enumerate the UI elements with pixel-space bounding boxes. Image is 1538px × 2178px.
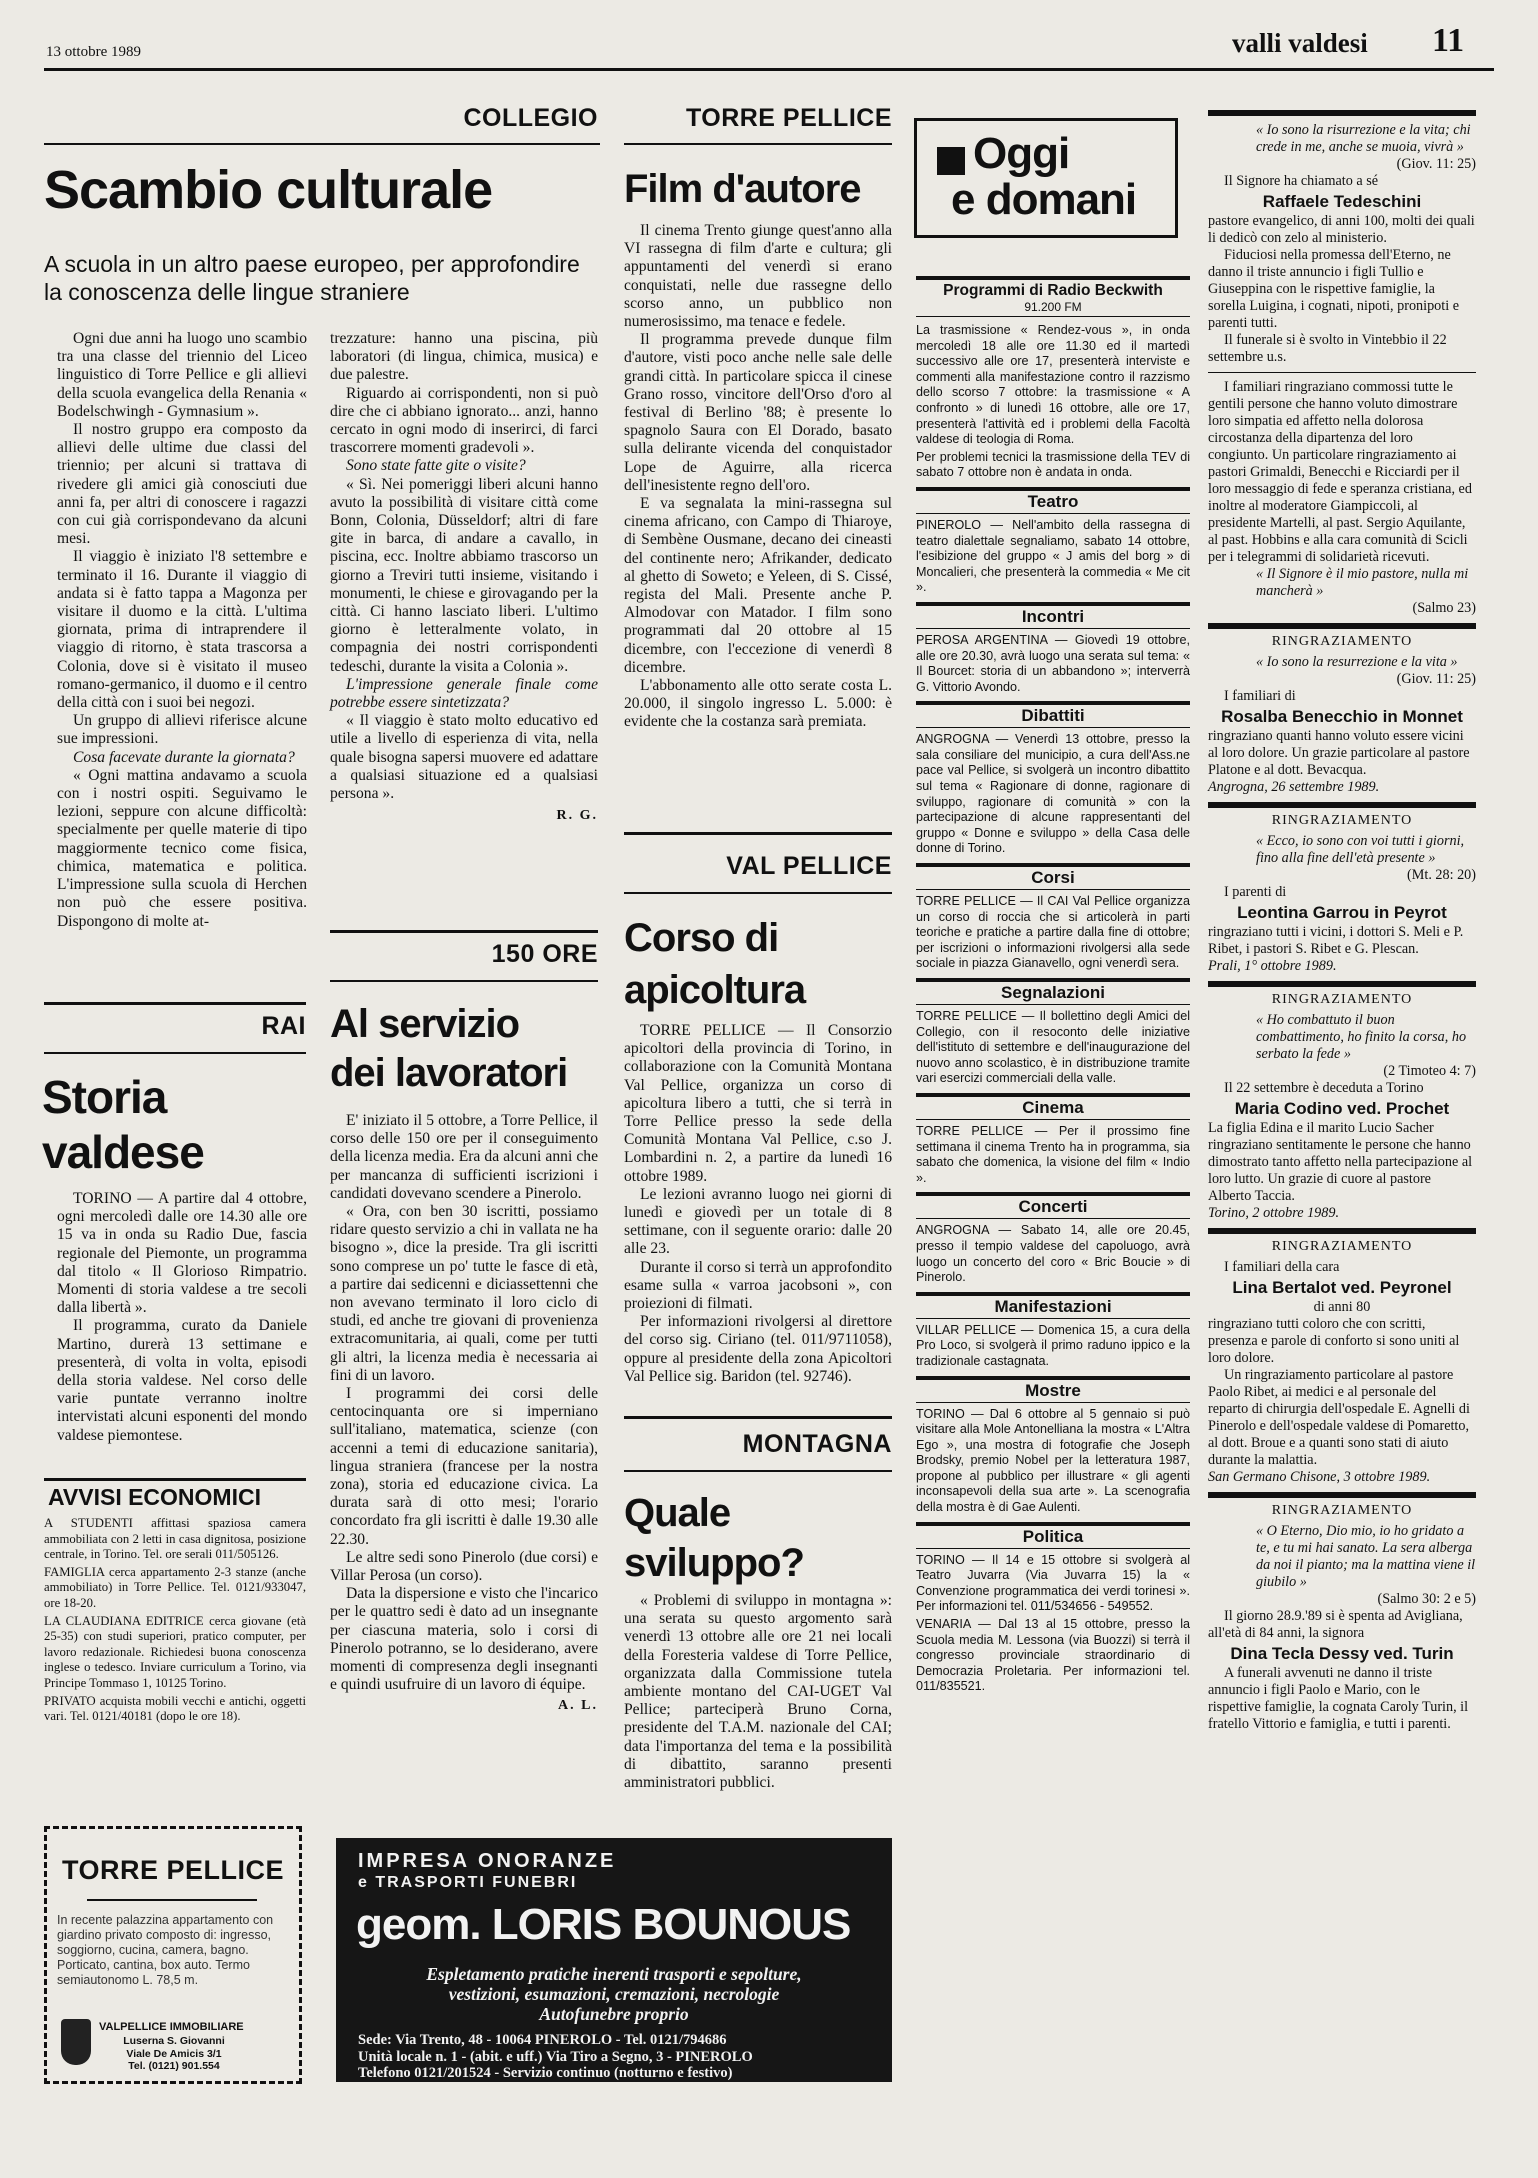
divider xyxy=(1208,110,1476,116)
paragraph: Per informazioni rivolgersi al direttore del corso sig. Ciriano (tel. 011/9711058), oppure al presidente della zona Apicoltori Val Pellice sig. Baridon (tel. 92746). xyxy=(624,1313,892,1385)
paragraph: Riguardo ai corrispondenti, non si può dire che ci abbiano ignorato... anzi, hanno cercato in ogni modo di inserirci, di farci trascorrere momenti gradevoli ». xyxy=(330,384,598,457)
deceased-name: Dina Tecla Dessy ved. Turin xyxy=(1230,1644,1454,1663)
ad-sede: Sede: Via Trento, 48 - 10064 PINEROLO - Tel. 0121/794686 xyxy=(358,2032,727,2048)
radio-text xyxy=(916,323,1190,481)
deceased-name: Leontina Garrou in Peyrot xyxy=(1237,903,1447,922)
ore150-body xyxy=(330,1112,598,1715)
divider xyxy=(624,143,892,145)
radio-freq: 91.200 FM xyxy=(916,300,1190,317)
paragraph: Le lezioni avranno luogo nei giorni di lunedì e giovedì per un totale di 8 settimane, con il seguente orario: dalle 20 alle 23. xyxy=(624,1185,892,1258)
ad-contacts xyxy=(358,2032,888,2082)
divider xyxy=(1208,1228,1476,1234)
ad-desc xyxy=(346,1964,882,2024)
divider xyxy=(1208,623,1476,629)
oggi-title: Oggi xyxy=(973,129,1070,178)
deceased-name: Maria Codino ved. Prochet xyxy=(1234,1099,1450,1118)
paragraph: ringraziano tutti coloro che con scritti, presenza e parole di conforto si sono uniti al loro dolore. xyxy=(1208,1316,1460,1366)
notice xyxy=(1208,122,1476,617)
section-text xyxy=(916,894,1190,972)
quote: « Ho combattuto il buon combattimento, ho finito la corsa, ho serbato la fede » xyxy=(1256,1012,1467,1062)
ad-line: e TRASPORTI FUNEBRI xyxy=(358,1874,578,1891)
ad-title: TORRE PELLICE xyxy=(61,1855,285,1885)
paragraph: ringraziano quanti hanno voluto essere vicini al loro dolore. Un grazie particolare al pastore Platone e al dott. Bevacqua. xyxy=(1208,728,1470,778)
paragraph: Un gruppo di allievi riferisce alcune sue impressioni. xyxy=(57,712,307,748)
divider xyxy=(1208,372,1476,373)
paragraph: VENARIA — Dal 13 al 15 ottobre, presso la Scuola media M. Lessona (via Buozzi) si terrà il congresso provinciale straordinario di Democrazia Proletaria. Per informazioni tel. 011/835521. xyxy=(916,1617,1190,1694)
paragraph: TORINO — Dal 6 ottobre al 5 gennaio si può visitare alla Mole Antonelliana la mostra « L'Altra Ego », una mostra di fotografie che Joseph Brodsky, premio Nobel per la letteratura 1987, propone al pubblico per illustrare « gli agenti inconsapevoli della sua arte ». La scenografia della mostra è di Gae Aulenti. xyxy=(916,1406,1190,1515)
ad-desc-line: Autofunebre proprio xyxy=(539,2004,689,2024)
quote: « O Eterno, Dio mio, io ho gridato a te, e tu mi hai sanato. La sera alberga da noi il pianto; ma la mattina viene il giubilo » xyxy=(1256,1523,1476,1590)
notice-intro: I familiari di xyxy=(1224,688,1296,704)
place-date: San Germano Chisone, 3 ottobre 1989. xyxy=(1208,1469,1431,1485)
headline-scambio: Scambio culturale xyxy=(44,160,493,220)
page-date: 13 ottobre 1989 xyxy=(46,44,141,60)
quote-ref: (Giov. 11: 25) xyxy=(1396,671,1476,687)
square-icon xyxy=(937,147,965,175)
divider xyxy=(44,1478,306,1481)
divider xyxy=(44,1002,306,1005)
section-text xyxy=(916,633,1190,695)
oggi-domani-box xyxy=(914,118,1178,238)
section-text xyxy=(916,1323,1190,1370)
apicoltura-body xyxy=(624,1022,892,1386)
notice-title: RINGRAZIAMENTO xyxy=(1271,1503,1413,1518)
divider xyxy=(330,980,598,982)
divider xyxy=(1208,981,1476,987)
ad-line: IMPRESA ONORANZE xyxy=(358,1850,617,1872)
headline-line: sviluppo? xyxy=(624,1541,804,1585)
notice-intro: Il 22 settembre è deceduta a Torino xyxy=(1224,1080,1424,1096)
paragraph: PEROSA ARGENTINA — Giovedì 19 ottobre, alle ore 20.30, avrà luogo una serata sul tema: « Il Bourcet: storia di un abbandono »; interverrà G. Vittorio Avondo. xyxy=(916,632,1190,694)
list-item: PRIVATO acquista mobili vecchi e antichi, oggetti vari. Tel. 0121/40181 (dopo le ore 18). xyxy=(44,1693,306,1724)
section-text xyxy=(916,732,1190,857)
quote-ref: (Mt. 28: 20) xyxy=(1407,867,1476,883)
section-mostre: Mostre xyxy=(916,1376,1190,1403)
divider xyxy=(624,832,892,835)
notice xyxy=(1208,1238,1476,1486)
section-text xyxy=(916,1124,1190,1186)
notice-intro: Il Signore ha chiamato a sé xyxy=(1224,173,1379,189)
deceased-name: Rosalba Benecchio in Monnet xyxy=(1221,707,1463,726)
section-manifestazioni: Manifestazioni xyxy=(916,1292,1190,1319)
ad-torre-pellice xyxy=(44,1826,302,2084)
headline-film: Film d'autore xyxy=(624,167,861,211)
paragraph: La trasmissione « Rendez-vous », in onda mercoledì 18 alle ore 11.30 ed il martedì successivo alle ore 17, presenterà interviste e commenti alla manifestazione contro il razzismo dello scorso 7 ottobre: la trasmissione « A confronto » di lunedì 16 ottobre, alle ore 17, presenterà l'attività ed i problemi della Facoltà valdese di teologia di Roma. xyxy=(916,323,1190,447)
notice-intro: I familiari della cara xyxy=(1224,1259,1340,1275)
section-text xyxy=(916,1407,1190,1516)
ad-onoranze-funebri xyxy=(336,1838,892,2082)
headline-line: dei lavoratori xyxy=(330,1051,568,1095)
divider xyxy=(624,1416,892,1419)
ad-unita: Unità locale n. 1 - (abit. e uff.) Via Tiro a Segno, 3 - PINEROLO xyxy=(358,2048,753,2065)
question: Sono state fatte gite o visite? xyxy=(346,457,526,475)
paragraph: ANGROGNA — Sabato 14, alle ore 20.45, presso il tempio valdese del capoluogo, avrà luogo un concerto del coro « Bric Boucie » di Pinerolo. xyxy=(916,1223,1190,1285)
divider xyxy=(44,1052,306,1054)
ad-desc-line: vestizioni, esumazioni, cremazioni, necrologie xyxy=(448,1984,780,2004)
section-text xyxy=(916,1223,1190,1285)
kicker-torre-pellice: TORRE PELLICE xyxy=(685,104,892,132)
paragraph: « Problemi di sviluppo in montagna »: una serata su questo argomento sarà venerdì 13 ottobre alle ore 21 nei locali della Foresteria valdese di Torre Pellice, organizzata dalla Commissione tutela ambiente montano del CAI-UGET Val Pellice; parteciperà Bruno Corna, presidente del T.A.M. nazionale del CAI; data l'importanza del tema e la possibilità di dibattito, saranno presenti amministratori pubblici. xyxy=(624,1592,892,1792)
kicker-montagna: MONTAGNA xyxy=(742,1430,892,1458)
quote-ref: (Salmo 23) xyxy=(1412,600,1476,616)
paragraph: « Ora, con ben 30 iscritti, possiamo ridare questo servizio a chi in vallata ne ha bisogno », dice la preside. Tra gli iscritti sono comprese un po' tutte le fasce di età, a partire dai sedicenni e diciassettenni che non avevano terminato il loro ciclo di studi, ed anche tre giovani di provenienza extracomunitaria, ai quali, come per tutti gli altri, la licenza media è necessaria ai fini di un lavoro. xyxy=(330,1203,598,1384)
age: di anni 80 xyxy=(1313,1299,1371,1315)
headline-line: apicoltura xyxy=(624,968,806,1012)
quote-ref: (2 Timoteo 4: 7) xyxy=(1383,1063,1476,1079)
headline-storia xyxy=(42,1070,312,1180)
headline-sviluppo xyxy=(624,1488,914,1588)
headline-apicoltura xyxy=(624,912,914,1016)
section-teatro: Teatro xyxy=(916,487,1190,514)
notice xyxy=(1208,633,1476,796)
montagna-body xyxy=(624,1592,892,1792)
paragraph: I familiari ringraziano commossi tutte le gentili persone che hanno voluto dimostrare loro simpatia ed affetto nella dolorosa circostanza della dipartenza del loro congiunto. Un particolare ringraziamento ai pastori Grimaldi, Benecchi e Ricciardi per il loro messaggio di fede e speranza cristiana, ed inoltre al moderatore Giampiccoli, al presidente Martelli, al past. Sergio Aquilante, al past. Hobbins e alla cara comunità di Scicli per i telegrammi di solidarietà ricevuti. xyxy=(1208,379,1472,565)
section-text xyxy=(916,1553,1190,1695)
avvisi-title: AVVISI ECONOMICI xyxy=(48,1484,261,1510)
section-cinema: Cinema xyxy=(916,1093,1190,1120)
section-corsi: Corsi xyxy=(916,863,1190,890)
divider xyxy=(87,1899,257,1901)
ad-addr xyxy=(99,2035,249,2073)
radio-title: Programmi di Radio Beckwith xyxy=(916,276,1190,300)
divider xyxy=(44,143,600,145)
signature: R. G. xyxy=(556,808,598,824)
place-date: Angrogna, 26 settembre 1989. xyxy=(1208,779,1380,795)
ad-text: In recente palazzina appartamento con giardino privato composto di: ingresso, soggiorno, cucina, camera, bagno. Porticato, cantina, box auto. Termo semiautonomo L. 78,5 m. xyxy=(57,1913,274,1987)
divider xyxy=(624,1470,892,1472)
notice-title: RINGRAZIAMENTO xyxy=(1271,634,1413,649)
paragraph: Ogni due anni ha luogo uno scambio tra una classe del triennio del Liceo linguistico di Torre Pellice e gli allievi della scuola evangelica della Renania « Bodelschwingh - Gymnasium ». xyxy=(57,330,307,420)
paragraph: Data la dispersione e visto che l'incarico per le quattro sedi è dato ad un insegnante per ciascuna materia, solo i corsi di Pinerolo potranno, se lo desiderano, avere momenti di compresenza degli insegnanti e quindi usufruire di un lavoro di équipe. xyxy=(330,1585,598,1694)
section-segnalazioni: Segnalazioni xyxy=(916,978,1190,1005)
paragraph: Il nostro gruppo era composto da allievi delle ultime due classi del triennio; per alcuni si trattava di rivedere gli amici già conosciuti due anni fa, per altri di conoscere i ragazzi con cui già corrispondevano da alcuni mesi. xyxy=(57,421,307,548)
header-rule xyxy=(44,68,1494,71)
section-text xyxy=(916,518,1190,596)
section-concerti: Concerti xyxy=(916,1192,1190,1219)
section-politica: Politica xyxy=(916,1522,1190,1549)
paragraph: TORINO — A partire dal 4 ottobre, ogni mercoledì dalle ore 14.30 alle ore 15 va in onda su Radio Due, fascia regionale del Piemonte, un programma dal titolo « Il Glorioso Rimpatrio. Momenti di storia valdese a tre secoli dalla libertà ». xyxy=(57,1190,307,1317)
subtitle-scambio: A scuola in un altro paese europeo, per approfondire la conoscenza delle lingue straniere xyxy=(44,251,580,305)
list-item: FAMIGLIA cerca appartamento 2-3 stanze (anche ammobiliato) in Torre Pellice. Tel. 0121/933047, ore 18-20. xyxy=(44,1564,306,1610)
kicker-val-pellice: VAL PELLICE xyxy=(726,852,892,880)
paragraph: « Sì. Nei pomeriggi liberi alcuni hanno avuto la possibilità di visitare città come Bonn, Colonia, Düsseldorf; altri di fare gite in barca, di andare a cavallo, in piscina, ecc. Inoltre abbiamo trascorso un giorno a Treviri tutti insieme, visitando i monumenti, le chiese e girovagando per la città. Ci hanno lasciato liberi. L'ultimo giorno è letteralmente volato, in compagnia dei nostri corrispondenti tedeschi, durante la visita a Colonia ». xyxy=(330,475,598,675)
deceased-name: Raffaele Tedeschini xyxy=(1262,192,1422,211)
paragraph: La figlia Edina e il marito Lucio Sacher ringraziano sentitamente le persone che hanno dimostrato tanto affetto nella partecipazione al loro lutto. Un grazie di cuore al pastore Alberto Taccia. xyxy=(1208,1120,1473,1204)
list-item: A STUDENTI affittasi spaziosa camera ammobiliata con 2 letti in casa dignitosa, posizione centrale, in Torino. Tel. ore serali 011/505126. xyxy=(44,1516,306,1562)
notice xyxy=(1208,991,1476,1222)
scambio-col2 xyxy=(330,330,598,825)
ad-tel: Tel. (0121) 901.554 xyxy=(128,2060,220,2072)
paragraph: « Ogni mattina andavamo a scuola con i nostri ospiti. Seguivamo le lezioni, seppure con alcune difficoltà: specialmente per quelle materie di tipo maggiormente tecnico come fisica, chimica, matematica e politica. L'impressione sulla scuola di Herchen non può che essere positiva. Dispongono di molte at- xyxy=(57,766,307,930)
paragraph: VILLAR PELLICE — Domenica 15, a cura della Pro Loco, si svolgerà il primo raduno ippico e la tradizionale castagnata. xyxy=(916,1322,1190,1368)
ad-logo-icon xyxy=(61,2019,91,2065)
paragraph: ANGROGNA — Venerdì 13 ottobre, presso la sala consiliare del municipio, a cura dell'Ass.ne pace val Pellice, si svolgerà un incontro dibattito sul tema « Ragionare di donne, ragionare di sviluppo, ragionare di comunità » con la partecipazione di alcune rappresentanti del gruppo « Donne e sviluppo » della Casa delle donne di Torino. xyxy=(916,732,1190,856)
paragraph: Il programma prevede dunque film d'autore, visti poco anche nelle sale delle grandi città. In particolare spicca il cinese Grano rosso, vincitore dell'Orso d'oro al festival di Berlino '88; è presente lo spagnolo Saura con El Dorado, basato sulla delirante vicenda del conquistador Lope de Aguirre, alla ricerca dell'inesistente regno dell'oro. xyxy=(624,331,892,494)
paragraph: TORRE PELLICE — Il CAI Val Pellice organizza un corso di roccia che si articolerà in parti teoriche e pratiche a partire dalla fine di ottobre; per iscrizioni o informazioni rivolgersi alla sede sociale in piazza Gianavello, ogni venerdì sera. xyxy=(916,894,1190,971)
place-date: Prali, 1° ottobre 1989. xyxy=(1208,958,1337,974)
notice-intro: Il giorno 28.9.'89 si è spenta ad Avigliana, all'età di 84 anni, la signora xyxy=(1208,1608,1463,1641)
paragraph: L'abbonamento alle otto serate costa L. 20.000, il singolo ingresso L. 5.000: è evidente che la costanza sarà premiata. xyxy=(624,677,892,731)
quote: « Ecco, io sono con voi tutti i giorni, fino alla fine dell'età presente » xyxy=(1256,833,1465,866)
paragraph: Le altre sedi sono Pinerolo (due corsi) e Villar Perosa (un corso). xyxy=(330,1548,598,1585)
paragraph: TORRE PELLICE — Per il prossimo fine settimana il cinema Trento ha in programma, sia sabato che domenica, la visione del film « Indio ». xyxy=(916,1123,1190,1185)
paragraph: pastore evangelico, di anni 100, molti dei quali li dedicò con zelo al ministerio. xyxy=(1208,213,1475,246)
paragraph: Il programma, curato da Daniele Martino, durerà 13 settimane e presenterà, di volta in volta, episodi della storia valdese. Nel corso delle varie puntate verranno inoltre intervistati alcuni esponenti del mondo valdese piemontese. xyxy=(57,1317,307,1444)
notice xyxy=(1208,812,1476,975)
section-dibattiti: Dibattiti xyxy=(916,701,1190,728)
headline-line: valdese xyxy=(42,1126,204,1178)
paragraph: Il funerale si è svolto in Vintebbio il 22 settembre u.s. xyxy=(1208,332,1447,365)
signature: A. L. xyxy=(558,1697,598,1713)
ad-addr-line: Luserna S. Giovanni xyxy=(123,2035,225,2047)
paragraph: « Il viaggio è stato molto educativo ed utile a livello di esperienza di vita, nella quale bisogna sapersi muovere ed adattare a qualsiasi situazione ed a qualsiasi persona ». xyxy=(330,712,598,803)
section-incontri: Incontri xyxy=(916,602,1190,629)
section-text xyxy=(916,1009,1190,1087)
paragraph: E va segnalata la mini-rassegna sul cinema africano, con Campo di Thiaroye, di Sembène Ousmane, decano dei cineasti del continente nero; Afrikander, dedicato al ghetto di Soweto; e Yeleen, di S. Cissé, regista del Mali. Presente anche P. Almodovar con Matador. I film sono programmati dal 20 ottobre al 15 dicembre, con l'eccezione di venerdì 8 dicembre. xyxy=(624,495,892,676)
notice-intro: I parenti di xyxy=(1224,884,1287,900)
ad-agency: VALPELLICE IMMOBILIARE xyxy=(99,2021,244,2033)
paragraph: ringraziano tutti i vicini, i dottori S. Meli e P. Ribet, i pastori S. Ribet e G. Plescan. xyxy=(1208,924,1464,957)
divider xyxy=(1208,1492,1476,1498)
necrologie-column xyxy=(1208,110,1476,1733)
paragraph: Un ringraziamento particolare al pastore Paolo Ribet, ai medici e al personale del reparto di chirurgia dell'ospedale E. Agnelli di Pinerolo e dell'ospedale valdese di Pomaretto, al dott. Broue e a quanti sono stati di aiuto durante la malattia. xyxy=(1208,1367,1470,1468)
paper-name: valli valdesi xyxy=(1232,28,1368,58)
quote: « Io sono la risurrezione e la vita; chi crede in me, anche se muoia, vivrà » xyxy=(1256,122,1471,155)
headline-line: Al servizio xyxy=(330,1002,520,1046)
ad-telefono: Telefono 0121/201524 - Servizio continuo (notturno e festivo) xyxy=(358,2065,733,2081)
paragraph: E' iniziato il 5 ottobre, a Torre Pellice, il corso delle 150 ore per il conseguimento della licenza media. Era da alcuni anni che per mancanza di sufficienti iscrizioni i candidati dovevano scendere a Pinerolo. xyxy=(330,1112,598,1202)
quote-ref: (Salmo 30: 2 e 5) xyxy=(1377,1591,1476,1607)
paragraph: Il cinema Trento giunge quest'anno alla VI rassegna di film d'arte e cultura; gli appuntamenti del venerdì si erano conquistati, nelle due rassegne dello scorso anno, un pubblico non numerosissimo, ma tenace e fedele. xyxy=(624,222,892,331)
scambio-col1 xyxy=(57,330,307,931)
notice-title: RINGRAZIAMENTO xyxy=(1271,813,1413,828)
question: Cosa facevate durante la giornata? xyxy=(73,748,295,766)
film-body xyxy=(624,222,892,732)
rai-body xyxy=(57,1190,307,1445)
paragraph: Il viaggio è iniziato l'8 settembre e terminato il 16. Durante il viaggio di andata si è fatto tappa a Magonza per visitare il duomo e la città. L'ultima giornata, prima di intraprendere il viaggio di ritorno, è stata trascorsa a Colonia, dove si è visitato il museo romano-germanico, il duomo e il centro della città con i suoi bei negozi. xyxy=(57,548,307,712)
place-date: Torino, 2 ottobre 1989. xyxy=(1208,1205,1339,1221)
kicker-collegio: COLLEGIO xyxy=(463,104,598,132)
deceased-name: Lina Bertalot ved. Peyronel xyxy=(1232,1278,1452,1297)
kicker-rai: RAI xyxy=(261,1012,306,1040)
quote: « Io sono la resurrezione e la vita » xyxy=(1256,654,1458,670)
paragraph: trezzature: hanno una piscina, più laboratori (di lingua, chimica, musica) e due palestre. xyxy=(330,330,598,384)
paragraph: A funerali avvenuti ne danno il triste annuncio i figli Paolo e Mario, con le rispettive famiglie, la cognata Caroly Turin, il fratello Vittorio e famiglia, e tutti i parenti. xyxy=(1208,1665,1469,1732)
notice-title: RINGRAZIAMENTO xyxy=(1271,992,1413,1007)
question: L'impressione generale finale come potrebbe essere sintetizzata? xyxy=(330,675,598,712)
notice-title: RINGRAZIAMENTO xyxy=(1271,1239,1413,1254)
headline-line: Storia xyxy=(42,1071,167,1123)
headline-servizio xyxy=(330,1000,610,1098)
paragraph: Durante il corso si terrà un approfondito esame sulla « varroa jacobsoni », con proiezioni di filmati. xyxy=(624,1258,892,1313)
paragraph: TORRE PELLICE — Il Consorzio apicoltori della provincia di Torino, in collaborazione con la Comunità Montana Val Pellice, organizza un corso di apicoltura libero a tutti, che si terrà in Torre Pellice presso la sede della Comunità Montana Val Pellice, c.so J. Lombardini n. 2, a partire da lunedì 16 ottobre 1989. xyxy=(624,1022,892,1185)
paragraph: TORINO — Il 14 e 15 ottobre si svolgerà al Teatro Juvarra (Via Juvarra 15) la « Convenzione programmatica dei verdi torinesi ». Per informazioni tel. 011/534656 - 549552. xyxy=(916,1552,1190,1614)
paragraph: TORRE PELLICE — Il bollettino degli Amici del Collegio, con il resoconto delle iniziative dell'istituto di settembre e dell'inaugurazione del nuovo anno scolastico, è in distribuzione tramite vari esercizi commerciali della valle. xyxy=(916,1009,1190,1086)
paragraph: PINEROLO — Nell'ambito della rassegna di teatro dialettale segnaliamo, sabato 14 ottobre, l'esibizione del gruppo « J amis del borg » di Moncalieri, che presenterà la commedia « Me cit ». xyxy=(916,517,1190,595)
oggi-title: e domani xyxy=(951,175,1137,224)
quote: « Il Signore è il mio pastore, nulla mi mancherà » xyxy=(1256,566,1469,599)
paragraph: Per problemi tecnici la trasmissione della TEV di sabato 7 ottobre non è andata in onda. xyxy=(916,449,1190,480)
ad-name: geom. LORIS BOUNOUS xyxy=(356,1900,851,1949)
divider xyxy=(624,892,892,894)
paragraph: Fiduciosi nella promessa dell'Eterno, ne danno il triste annuncio i figli Tullio e Giuseppina con le rispettive famiglie, la sorella Luigina, i cognati, nipoti, pronipoti e parenti tutti. xyxy=(1208,247,1459,331)
quote-ref: (Giov. 11: 25) xyxy=(1396,156,1476,172)
list-item: LA CLAUDIANA EDITRICE cerca giovane (età 25-35) con studi superiori, pratico computer, per lavoro redazionale. Richiedesi buona conoscenza inglese o tedesco. Inviare curriculum a Torino, via Principe Tommaso 1, 10125 Torino. xyxy=(44,1613,306,1690)
divider xyxy=(330,930,598,933)
headline-line: Corso di xyxy=(624,916,779,960)
page-number: 11 xyxy=(1432,22,1465,59)
ad-desc-line: Espletamento pratiche inerenti trasporti e sepolture, xyxy=(426,1964,802,1984)
oggi-column xyxy=(916,276,1190,1697)
notice xyxy=(1208,1502,1476,1733)
avvisi-list xyxy=(44,1516,306,1727)
divider xyxy=(1208,802,1476,808)
headline-line: Quale xyxy=(624,1491,731,1535)
kicker-150-ore: 150 ORE xyxy=(491,940,598,968)
ad-addr-line: Viale De Amicis 3/1 xyxy=(126,2047,222,2060)
paragraph: I programmi dei corsi delle centocinquanta ore si imperniano sull'italiano, matematica, scienze (con accenni a temi di educazione sanitaria), lingua straniera (francese per la nostra zona), storia ed educazione civica. La durata sarà di otto mesi; l'orario concordato fra gli iscritti è dalle 19.30 alle 22.30. xyxy=(330,1385,598,1548)
